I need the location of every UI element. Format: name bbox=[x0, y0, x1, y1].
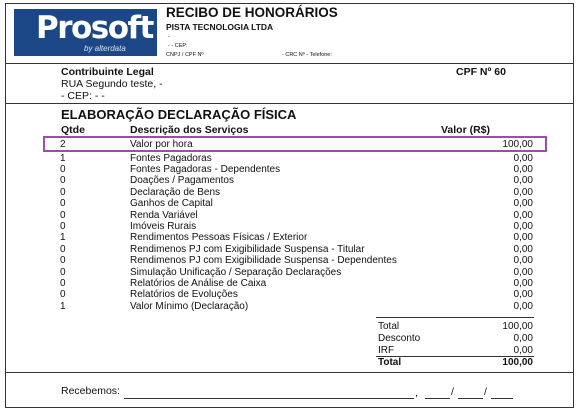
day-line bbox=[425, 398, 450, 399]
logo-wordmark: Prosoft bbox=[36, 10, 153, 46]
row-value: 0,00 bbox=[513, 277, 533, 289]
row-qty: 1 bbox=[60, 232, 66, 244]
discount-label: Desconto bbox=[378, 333, 421, 344]
row-description: Declaração de Bens bbox=[130, 186, 221, 198]
table-row bbox=[0, 210, 580, 221]
year-line bbox=[491, 398, 513, 399]
total-label: Total bbox=[378, 321, 400, 332]
row-qty: 1 bbox=[60, 152, 66, 164]
totals-rule bbox=[376, 317, 534, 318]
row-value: 0,00 bbox=[513, 243, 533, 255]
company-name: PISTA TECNOLOGIA LTDA bbox=[166, 22, 274, 32]
row-value: 0,00 bbox=[513, 209, 533, 221]
row-qty: 0 bbox=[60, 289, 66, 301]
row-qty: 0 bbox=[60, 277, 66, 289]
row-description: Doações / Pagamentos bbox=[130, 175, 234, 187]
company-cep: - - CEP: bbox=[168, 43, 188, 49]
row-value: 0,00 bbox=[513, 300, 533, 312]
row-description: Fontes Pagadoras bbox=[130, 152, 212, 164]
receipt-title: RECIBO DE HONORÁRIOS bbox=[166, 5, 338, 20]
row-description: Valor por hora bbox=[130, 139, 193, 150]
row-qty: 0 bbox=[60, 186, 66, 198]
contribuinte-address: RUA Segundo teste, - bbox=[61, 78, 163, 90]
row-description: Renda Variável bbox=[130, 209, 198, 221]
row-qty: 0 bbox=[60, 209, 66, 221]
row-value: 100,00 bbox=[502, 139, 533, 150]
row-description: Fontes Pagadoras - Dependentes bbox=[130, 163, 281, 175]
row-description: Rendimenos PJ com Exigibilidade Suspensa - Dependentes bbox=[130, 255, 397, 267]
footer-slash-2: / bbox=[484, 386, 487, 398]
discount-value: 0,00 bbox=[513, 333, 533, 344]
grand-total-label: Total bbox=[378, 357, 402, 368]
table-row bbox=[0, 187, 580, 198]
received-label: Recebemos: bbox=[61, 385, 120, 397]
row-value: 0,00 bbox=[513, 232, 533, 244]
row-description: Relatórios de Evoluções bbox=[130, 289, 238, 301]
grand-total-value: 100,00 bbox=[502, 357, 533, 368]
row-qty: 0 bbox=[60, 243, 66, 255]
table-row bbox=[0, 198, 580, 209]
row-qty: 0 bbox=[60, 163, 66, 175]
row-description: Rendimenos PJ com Exigibilidade Suspensa - Titular bbox=[130, 243, 365, 255]
row-value: 0,00 bbox=[513, 163, 533, 175]
row-qty: 0 bbox=[60, 198, 66, 210]
table-row bbox=[0, 255, 580, 266]
row-description: Relatórios de Análise de Caixa bbox=[130, 277, 267, 289]
row-description: Imóveis Rurais bbox=[130, 220, 197, 232]
row-value: 0,00 bbox=[513, 266, 533, 278]
row-qty: 0 bbox=[60, 175, 66, 187]
row-value: 0,00 bbox=[513, 152, 533, 164]
table-row bbox=[0, 175, 580, 186]
total-value: 100,00 bbox=[502, 321, 533, 332]
row-qty: 1 bbox=[60, 300, 66, 312]
row-description: Rendimentos Pessoas Físicas / Exterior bbox=[130, 232, 308, 244]
received-signature-line bbox=[124, 398, 414, 399]
table-row bbox=[0, 267, 580, 278]
month-line bbox=[458, 398, 483, 399]
cpf-label: CPF Nº 60 bbox=[456, 66, 506, 78]
column-header-value: Valor (R$) bbox=[441, 124, 491, 136]
column-header-description: Descrição dos Serviços bbox=[130, 124, 249, 136]
prosoft-logo bbox=[14, 9, 157, 56]
row-qty: 0 bbox=[60, 220, 66, 232]
row-value: 0,00 bbox=[513, 289, 533, 301]
row-qty: 0 bbox=[60, 266, 66, 278]
divider-contribuinte bbox=[5, 103, 574, 104]
row-qty: 0 bbox=[60, 255, 66, 267]
row-value: 0,00 bbox=[513, 198, 533, 210]
footer-comma: , bbox=[415, 387, 418, 399]
company-cnpj: CNPJ / CPF Nº bbox=[166, 52, 204, 58]
row-qty: 2 bbox=[60, 139, 66, 150]
selected-row-highlight bbox=[43, 136, 547, 152]
table-row bbox=[0, 289, 580, 300]
table-row bbox=[0, 244, 580, 255]
row-description: Ganhos de Capital bbox=[130, 198, 213, 210]
table-row bbox=[0, 278, 580, 289]
table-row bbox=[0, 301, 580, 312]
table-row bbox=[0, 221, 580, 232]
divider-header bbox=[5, 63, 574, 64]
footer-slash-1: / bbox=[451, 386, 454, 398]
row-value: 0,00 bbox=[513, 175, 533, 187]
row-value: 0,00 bbox=[513, 255, 533, 267]
contribuinte-label: Contribuinte Legal bbox=[61, 66, 154, 78]
divider-footer bbox=[5, 372, 574, 373]
company-address-dash: - bbox=[168, 34, 170, 40]
row-description: Simulação Unificação / Separação Declarações bbox=[130, 266, 342, 278]
contribuinte-cep: - CEP: - - bbox=[61, 90, 105, 102]
irf-label: IRF bbox=[378, 345, 395, 356]
table-row bbox=[0, 232, 580, 243]
column-header-qty: Qtde bbox=[61, 124, 85, 136]
row-description: Valor Mínimo (Declaração) bbox=[130, 300, 249, 312]
section-title: ELABORAÇÃO DECLARAÇÃO FÍSICA bbox=[61, 107, 297, 122]
irf-value: 0,00 bbox=[513, 345, 533, 356]
row-value: 0,00 bbox=[513, 220, 533, 232]
row-value: 0,00 bbox=[513, 186, 533, 198]
company-crc-phone: - CRC Nº - Telefone: bbox=[282, 52, 332, 58]
table-row bbox=[0, 153, 580, 164]
logo-tagline: by alterdata bbox=[84, 44, 126, 53]
table-row bbox=[0, 164, 580, 175]
